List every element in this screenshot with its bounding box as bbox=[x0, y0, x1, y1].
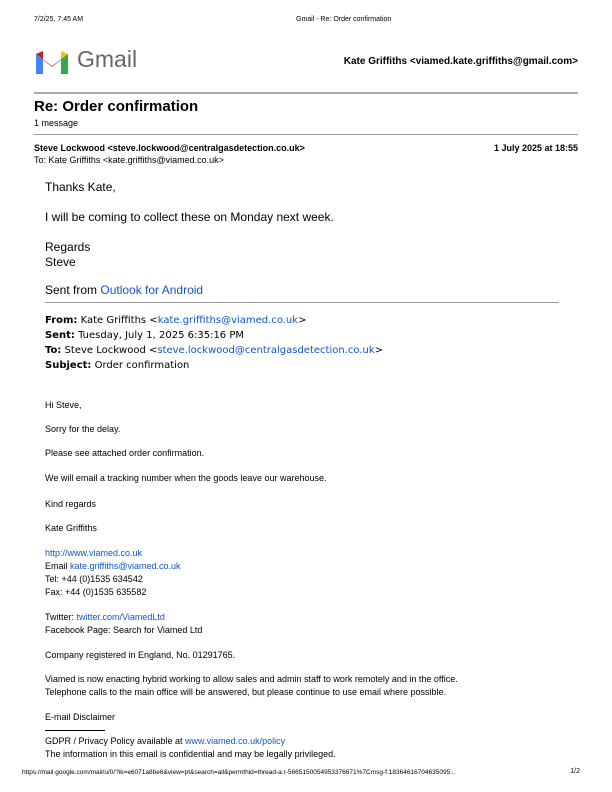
twitter-link[interactable]: twitter.com/ViamedLtd bbox=[76, 612, 165, 622]
quoted-from bbox=[45, 315, 306, 326]
print-datetime: 7/2/25, 7:45 AM bbox=[34, 16, 84, 23]
page-number: 1/2 bbox=[570, 768, 580, 775]
policy-link[interactable]: www.viamed.co.uk/policy bbox=[185, 736, 286, 746]
quoted-line: Hi Steve, bbox=[45, 400, 82, 410]
label: From: bbox=[45, 315, 78, 326]
print-title: Gmail - Re: Order confirmation bbox=[296, 16, 392, 23]
sent-from-text: Sent from bbox=[45, 283, 101, 297]
gmail-logo-icon bbox=[34, 48, 70, 74]
label: To: bbox=[45, 345, 62, 356]
website-link[interactable]: http://www.viamed.co.uk bbox=[45, 548, 143, 558]
quoted-line: Kate Griffiths bbox=[45, 523, 97, 533]
sig-hybrid: Viamed is now enacting hybrid working to allow sales and admin staff to work remotely and in the office. bbox=[45, 674, 458, 684]
divider bbox=[45, 730, 105, 731]
quoted-line: We will email a tracking number when the goods leave our warehouse. bbox=[45, 473, 327, 483]
sig-facebook: Facebook Page: Search for Viamed Ltd bbox=[45, 625, 203, 635]
value: Steve Lockwood < bbox=[61, 345, 158, 356]
label: Email bbox=[45, 561, 71, 571]
body-line: Steve bbox=[45, 255, 76, 269]
quoted-subject bbox=[45, 360, 189, 371]
thread-subject: Re: Order confirmation bbox=[34, 98, 199, 115]
sig-disclaimer: E-mail Disclaimer bbox=[45, 712, 116, 722]
value: Tuesday, July 1, 2025 6:35:16 PM bbox=[74, 330, 245, 341]
sig-hybrid: Telephone calls to the main office will be answered, but please continue to use email where possible. bbox=[45, 687, 447, 697]
message-date: 1 July 2025 at 18:55 bbox=[493, 143, 578, 153]
sig-email bbox=[45, 561, 181, 571]
body-line: I will be coming to collect these on Monday next week. bbox=[45, 210, 334, 224]
sig-tel: Tel: +44 (0)1535 634542 bbox=[45, 574, 143, 584]
sig-confidential: The information in this email is confidential and may be legally privileged. bbox=[45, 749, 336, 759]
gmail-wordmark: Gmail bbox=[77, 46, 138, 72]
label: GDPR / Privacy Policy available at bbox=[45, 736, 186, 746]
value: Order confirmation bbox=[91, 360, 190, 371]
print-url: https://mail.google.com/mail/u/0/?ik=e6071a8be6&view=pt&search=all&permthid=thread-a:r-5665150054953376671%7Cmsg-f:18364616704635095... bbox=[22, 769, 456, 776]
quoted-line: Sorry for the delay. bbox=[45, 424, 121, 434]
divider bbox=[45, 302, 559, 303]
outlook-link[interactable]: Outlook for Android bbox=[100, 283, 204, 297]
bracket: > bbox=[298, 315, 307, 326]
sig-twitter bbox=[45, 612, 165, 622]
email-link[interactable]: steve.lockwood@centralgasdetection.co.uk bbox=[157, 345, 375, 356]
quoted-sent bbox=[45, 330, 244, 341]
message-from: Steve Lockwood <steve.lockwood@centralgasdetection.co.uk> bbox=[34, 143, 305, 153]
quoted-line: Please see attached order confirmation. bbox=[45, 448, 205, 458]
label: Sent: bbox=[45, 330, 75, 341]
quoted-line: Kind regards bbox=[45, 499, 97, 509]
message-count: 1 message bbox=[34, 118, 79, 128]
label: Subject: bbox=[45, 360, 92, 371]
value: Kate Griffiths < bbox=[77, 315, 158, 326]
sent-from-line bbox=[45, 283, 203, 297]
divider bbox=[34, 92, 578, 94]
label: Twitter: bbox=[45, 612, 77, 622]
quoted-to bbox=[45, 345, 383, 356]
sig-gdpr bbox=[45, 736, 285, 746]
body-line: Thanks Kate, bbox=[45, 180, 116, 194]
divider bbox=[34, 134, 578, 135]
bracket: > bbox=[374, 345, 383, 356]
message-to: To: Kate Griffiths <kate.griffiths@viamed.co.uk> bbox=[34, 155, 224, 165]
email-link[interactable]: kate.griffiths@viamed.co.uk bbox=[70, 561, 181, 571]
account-label: Kate Griffiths <viamed.kate.griffiths@gmail.com> bbox=[343, 56, 578, 67]
sig-fax: Fax: +44 (0)1535 635582 bbox=[45, 587, 147, 597]
email-link[interactable]: kate.griffiths@viamed.co.uk bbox=[157, 315, 299, 326]
sig-company: Company registered in England, No. 01291765. bbox=[45, 650, 236, 660]
body-line: Regards bbox=[45, 240, 91, 254]
